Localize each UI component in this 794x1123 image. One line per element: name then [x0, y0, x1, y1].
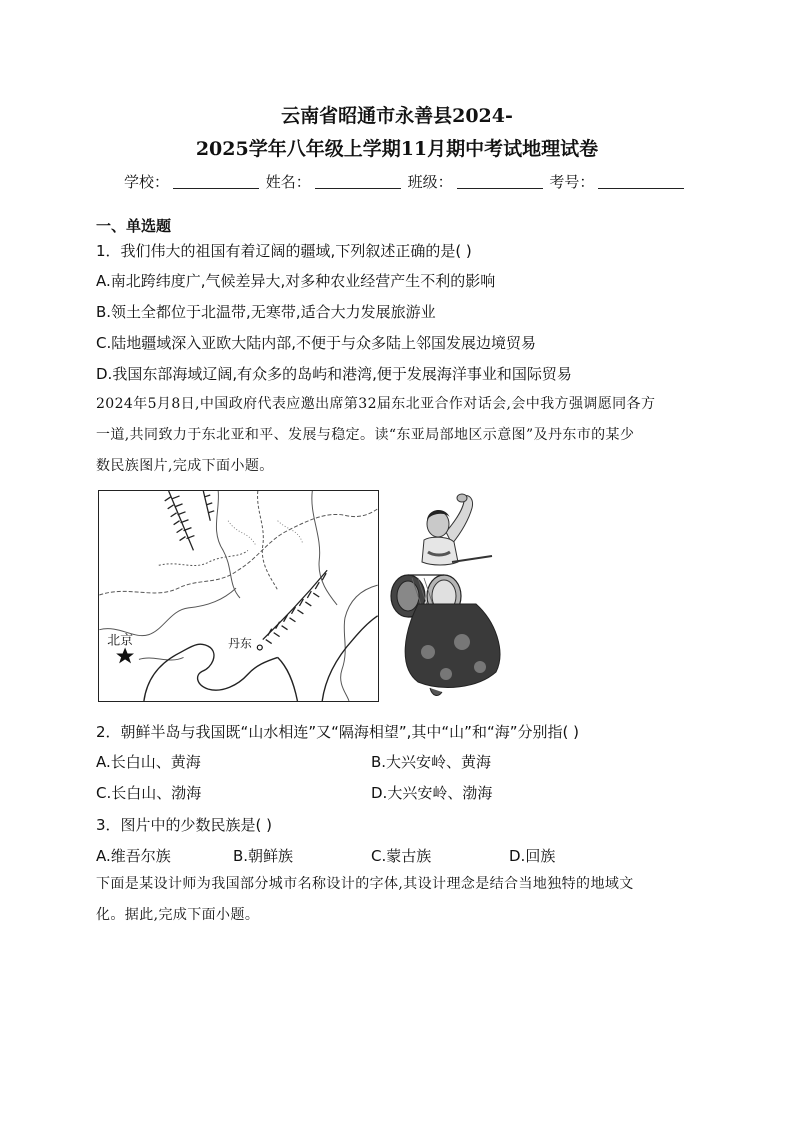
passage-1-line-2: 一道,共同致力于东北亚和平、发展与稳定。读“东亚局部地区示意图”及丹东市的某少: [96, 427, 635, 443]
q1-option-c: C.陆地疆域深入亚欧大陆内部,不便于与众多陆上邻国发展边境贸易: [96, 334, 537, 352]
q2-option-b: B.大兴安岭、黄海: [371, 753, 492, 771]
q3-option-d: D.回族: [509, 847, 556, 865]
q1-option-b: B.领土全都位于北温带,无寒带,适合大力发展旅游业: [96, 303, 436, 321]
exam-title-line-2: 2025学年八年级上学期11月期中考试地理试卷: [195, 138, 599, 160]
east-asia-map: [98, 490, 379, 702]
q2-option-a: A.长白山、黄海: [96, 753, 201, 771]
q1-option-d: D.我国东部海域辽阔,有众多的岛屿和港湾,便于发展海洋事业和国际贸易: [96, 365, 572, 383]
exam-title-line-1: 云南省昭通市永善县2024-: [281, 105, 513, 127]
map-label-dandong: 丹东: [228, 636, 252, 651]
name-blank[interactable]: [315, 174, 401, 189]
class-label: 班级：: [407, 173, 453, 191]
q2-stem: 2．朝鲜半岛与我国既“山水相连”又“隔海相望”,其中“山”和“海”分别指( ): [96, 723, 579, 741]
class-blank[interactable]: [457, 174, 543, 189]
q2-option-d: D.大兴安岭、渤海: [371, 784, 493, 802]
passage-2-line-1: 下面是某设计师为我国部分城市名称设计的字体,其设计理念是结合当地独特的地域文: [96, 876, 634, 892]
student-info-row: [124, 171, 686, 192]
korean-dancer-image: [388, 492, 508, 702]
school-blank[interactable]: [173, 174, 259, 189]
section-title: 一、单选题: [96, 217, 172, 235]
school-label: 学校：: [124, 173, 170, 191]
name-label: 姓名：: [265, 173, 311, 191]
exam-number-label: 考号：: [549, 173, 595, 191]
q1-option-a: A.南北跨纬度广,气候差异大,对多种农业经营产生不利的影响: [96, 272, 496, 290]
q3-option-a: A.维吾尔族: [96, 847, 171, 865]
passage-2-line-2: 化。据此,完成下面小题。: [96, 907, 260, 923]
passage-2: [96, 869, 706, 931]
passage-1-line-3: 数民族图片,完成下面小题。: [96, 458, 274, 474]
q3-stem: 3．图片中的少数民族是( ): [96, 816, 273, 834]
passage-1: [96, 389, 706, 482]
q1-stem: 1．我们伟大的祖国有着辽阔的疆域,下列叙述正确的是( ): [96, 242, 472, 260]
passage-1-line-1: 2024年5月8日,中国政府代表应邀出席第32届东北亚合作对话会,会中我方强调愿同各方: [96, 396, 656, 412]
q3-option-b: B.朝鲜族: [233, 847, 294, 865]
q2-option-c: C.长白山、渤海: [96, 784, 202, 802]
exam-number-blank[interactable]: [598, 174, 684, 189]
q3-option-c: C.蒙古族: [371, 847, 432, 865]
map-label-beijing: 北京: [107, 633, 133, 649]
